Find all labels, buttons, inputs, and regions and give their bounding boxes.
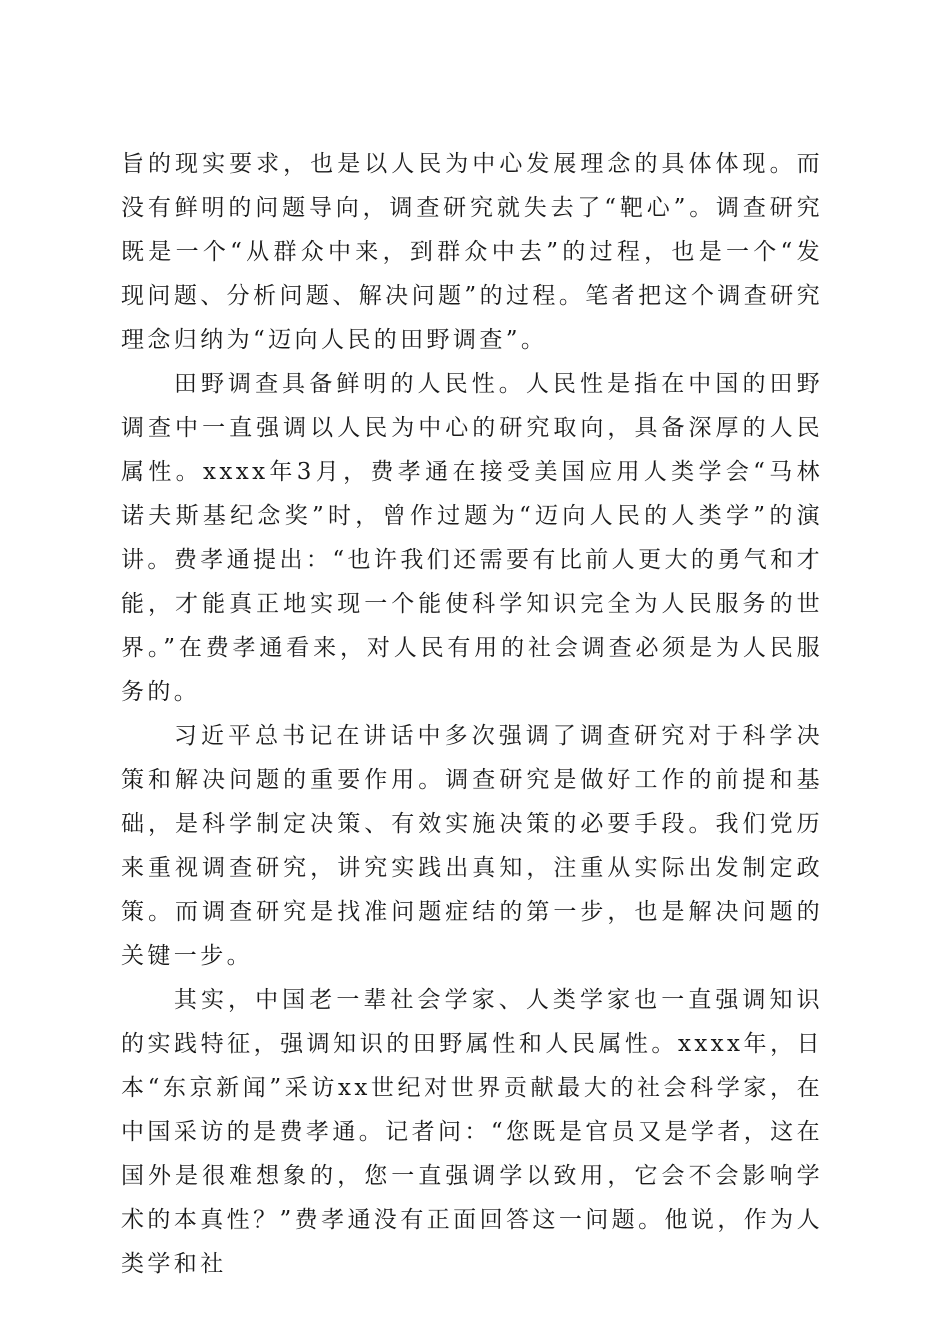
paragraph-3: 习近平总书记在讲话中多次强调了调查研究对于科学决策和解决问题的重要作用。调查研究是做好工作的前提和基础，是科学制定决策、有效实施决策的必要手段。我们党历来重视调查研究，讲究实践出真知，注重从实际出发制定政策。而调查研究是找准问题症结的第一步，也是解决问题的关键一步。 bbox=[121, 723, 823, 969]
paragraph-4: 其实，中国老一辈社会学家、人类学家也一直强调知识的实践特征，强调知识的田野属性和人民属性。xxxx年，日本“东京新闻”采访xx世纪对世界贡献最大的社会科学家，在中国采访的是费孝通。记者问：“您既是官员又是学者，这在国外是很难想象的，您一直强调学以致用，它会不会影响学术的本真性？”费孝通没有正面回答这一问题。他说，作为人类学和社 bbox=[121, 987, 823, 1277]
paragraph-1: 旨的现实要求，也是以人民为中心发展理念的具体体现。而没有鲜明的问题导向，调查研究就失去了“靶心”。调查研究既是一个“从群众中来，到群众中去”的过程，也是一个“发现问题、分析问题、解决问题”的过程。笔者把这个调查研究理念归纳为“迈向人民的田野调查”。 bbox=[121, 151, 823, 353]
document-body bbox=[121, 142, 823, 1286]
paragraph-2: 田野调查具备鲜明的人民性。人民性是指在中国的田野调查中一直强调以人民为中心的研究取向，具备深厚的人民属性。xxxx年3月，费孝通在接受美国应用人类学会“马林诺夫斯基纪念奖”时，曾作过题为“迈向人民的人类学”的演讲。费孝通提出：“也许我们还需要有比前人更大的勇气和才能，才能真正地实现一个能使科学知识完全为人民服务的世界。”在费孝通看来，对人民有用的社会调查必须是为人民服务的。 bbox=[121, 371, 823, 705]
